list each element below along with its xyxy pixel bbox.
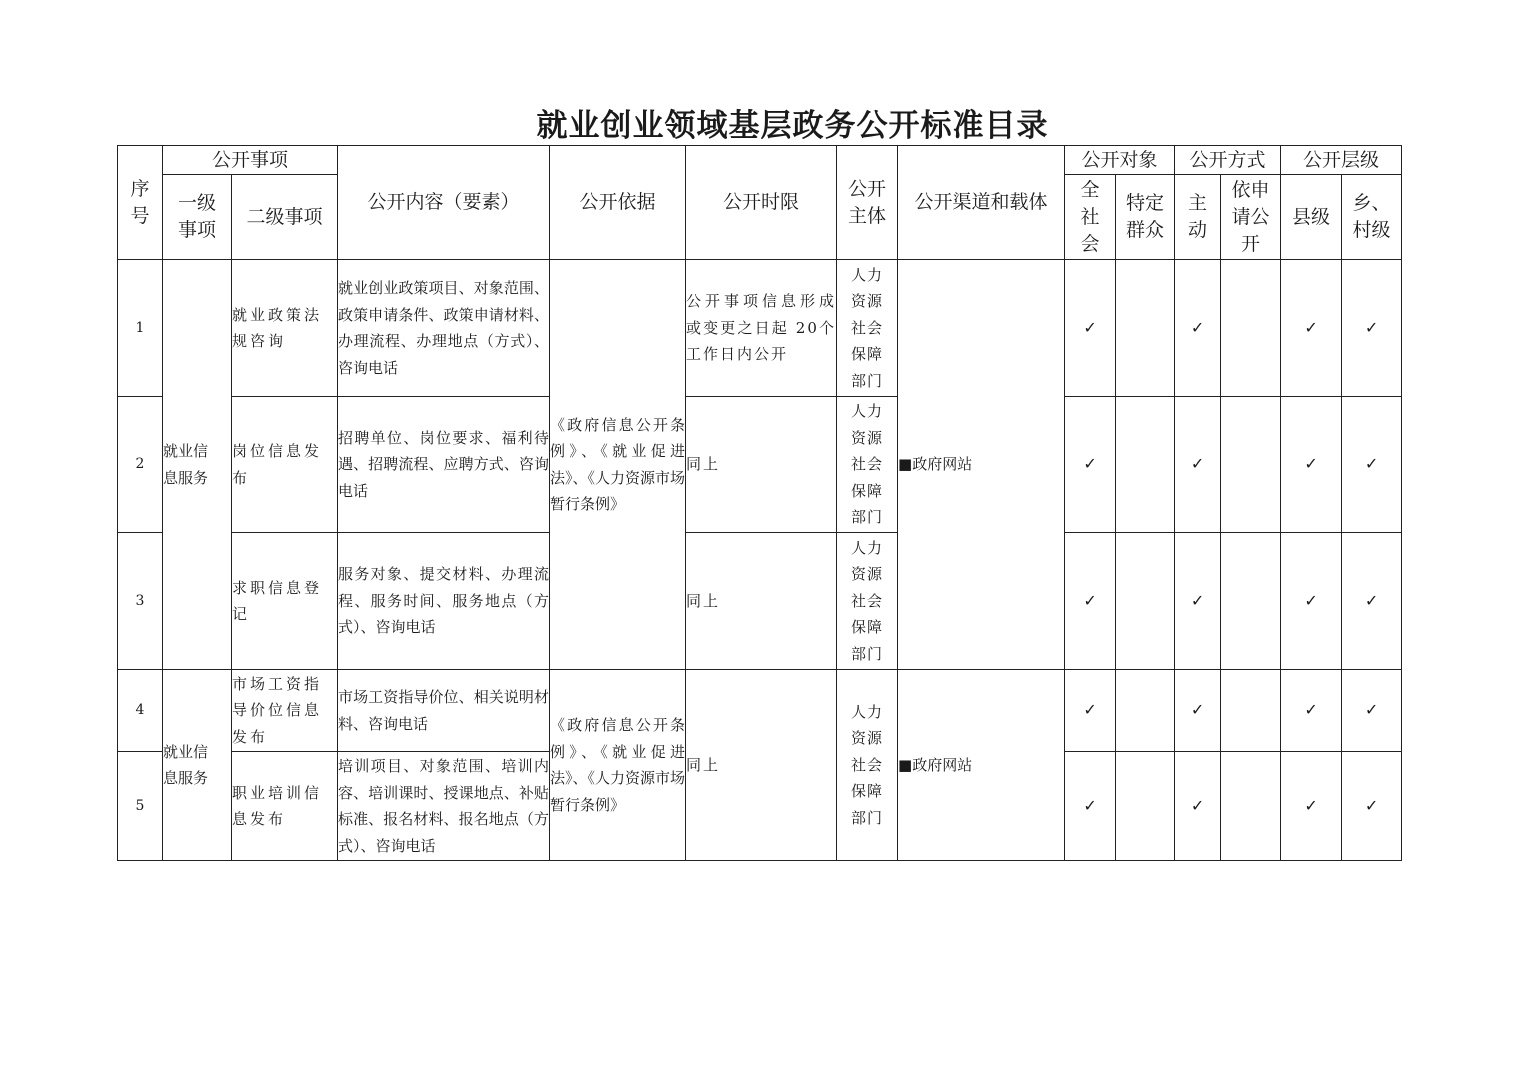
check-level-county: ✓ xyxy=(1281,397,1342,533)
check-level-county: ✓ xyxy=(1281,260,1342,397)
check-method-request xyxy=(1221,260,1281,397)
item-cell: 职业培训信 息发布 xyxy=(232,752,338,861)
check-target-specific xyxy=(1116,533,1175,670)
header-level: 公开层级 xyxy=(1281,146,1402,175)
check-target-all: ✓ xyxy=(1065,260,1116,397)
header-row-1 xyxy=(118,146,1402,175)
check-method-request xyxy=(1221,397,1281,533)
subject-cell: 人力资源社会保障部门 xyxy=(837,670,898,861)
subject-cell: 人力资源社会保障部门 xyxy=(837,397,898,533)
header-level-county: 县级 xyxy=(1281,175,1342,260)
header-time-limit: 公开时限 xyxy=(686,146,837,260)
check-target-specific xyxy=(1116,670,1175,752)
check-method-active: ✓ xyxy=(1175,752,1221,861)
check-method-active: ✓ xyxy=(1175,260,1221,397)
table-row xyxy=(118,260,1402,397)
subject-cell: 人力资源社会保障部门 xyxy=(837,260,898,397)
check-level-town: ✓ xyxy=(1342,752,1402,861)
check-method-request xyxy=(1221,752,1281,861)
check-target-all: ✓ xyxy=(1065,397,1116,533)
item-cell: 就业政策法 规咨询 xyxy=(232,260,338,397)
channel-cell: ■政府网站 xyxy=(898,260,1065,670)
check-target-all: ✓ xyxy=(1065,670,1116,752)
header-level1: 一级事项 xyxy=(163,175,232,260)
check-method-active: ✓ xyxy=(1175,670,1221,752)
time-limit-cell: 同上 xyxy=(686,533,837,670)
content-cell: 就业创业政策项目、对象范围、政策申请条件、政策申请材料、办理流程、办理地点（方式）、咨询电话 xyxy=(338,260,550,397)
content-cell: 招聘单位、岗位要求、福利待遇、招聘流程、应聘方式、咨询电话 xyxy=(338,397,550,533)
basis-cell: 《政府信息公开条例》、《就业促进法》、《人力资源市场暂行条例》 xyxy=(550,260,686,670)
header-content: 公开内容（要素） xyxy=(338,146,550,260)
check-level-town: ✓ xyxy=(1342,397,1402,533)
check-level-town: ✓ xyxy=(1342,670,1402,752)
check-level-county: ✓ xyxy=(1281,533,1342,670)
item-cell: 求职信息登 记 xyxy=(232,533,338,670)
channel-cell: ■政府网站 xyxy=(898,670,1065,861)
header-level2: 二级事项 xyxy=(232,175,338,260)
check-target-all: ✓ xyxy=(1065,752,1116,861)
row-seq: 4 xyxy=(118,670,163,752)
check-level-town: ✓ xyxy=(1342,260,1402,397)
header-method-request: 依申请公开 xyxy=(1221,175,1281,260)
table-row xyxy=(118,533,1402,670)
content-cell: 培训项目、对象范围、培训内容、培训课时、授课地点、补贴标准、报名材料、报名地点（方式）、咨询电话 xyxy=(338,752,550,861)
catalog-table xyxy=(117,145,1402,861)
time-limit-cell: 同上 xyxy=(686,397,837,533)
row-seq: 2 xyxy=(118,397,163,533)
subject-cell: 人力资源社会保障部门 xyxy=(837,533,898,670)
item-cell: 市场工资指 导价位信息 发布 xyxy=(232,670,338,752)
check-method-request xyxy=(1221,670,1281,752)
check-method-active: ✓ xyxy=(1175,533,1221,670)
header-level-town: 乡、村级 xyxy=(1342,175,1402,260)
table-row xyxy=(118,670,1402,752)
header-method: 公开方式 xyxy=(1175,146,1281,175)
category-cell: 就业信息服务 xyxy=(163,260,232,670)
header-basis: 公开依据 xyxy=(550,146,686,260)
page-title: 就业创业领域基层政务公开标准目录 xyxy=(536,108,1049,144)
content-cell: 市场工资指导价位、相关说明材料、咨询电话 xyxy=(338,670,550,752)
table-row xyxy=(118,397,1402,533)
row-seq: 1 xyxy=(118,260,163,397)
header-subject: 公开主体 xyxy=(837,146,898,260)
header-target: 公开对象 xyxy=(1065,146,1175,175)
check-target-specific xyxy=(1116,752,1175,861)
header-channel: 公开渠道和载体 xyxy=(898,146,1065,260)
basis-cell: 《政府信息公开条例》、《就业促进法》、《人力资源市场暂行条例》 xyxy=(550,670,686,861)
header-method-active: 主动 xyxy=(1175,175,1221,260)
check-target-all: ✓ xyxy=(1065,533,1116,670)
header-seq: 序号 xyxy=(118,146,163,260)
time-limit-cell: 同上 xyxy=(686,670,837,861)
check-level-town: ✓ xyxy=(1342,533,1402,670)
check-method-active: ✓ xyxy=(1175,397,1221,533)
check-level-county: ✓ xyxy=(1281,752,1342,861)
check-level-county: ✓ xyxy=(1281,670,1342,752)
check-target-specific xyxy=(1116,397,1175,533)
check-method-request xyxy=(1221,533,1281,670)
time-limit-cell: 公开事项信息形成 或变更之日起 20个工作日内公开 xyxy=(686,260,837,397)
content-cell: 服务对象、提交材料、办理流程、服务时间、服务地点（方式）、咨询电话 xyxy=(338,533,550,670)
category-cell: 就业信息服务 xyxy=(163,670,232,861)
header-target-specific: 特定群众 xyxy=(1116,175,1175,260)
row-seq: 3 xyxy=(118,533,163,670)
header-items: 公开事项 xyxy=(163,146,338,175)
row-seq: 5 xyxy=(118,752,163,861)
header-target-all: 全社会 xyxy=(1065,175,1116,260)
check-target-specific xyxy=(1116,260,1175,397)
item-cell: 岗位信息发 布 xyxy=(232,397,338,533)
